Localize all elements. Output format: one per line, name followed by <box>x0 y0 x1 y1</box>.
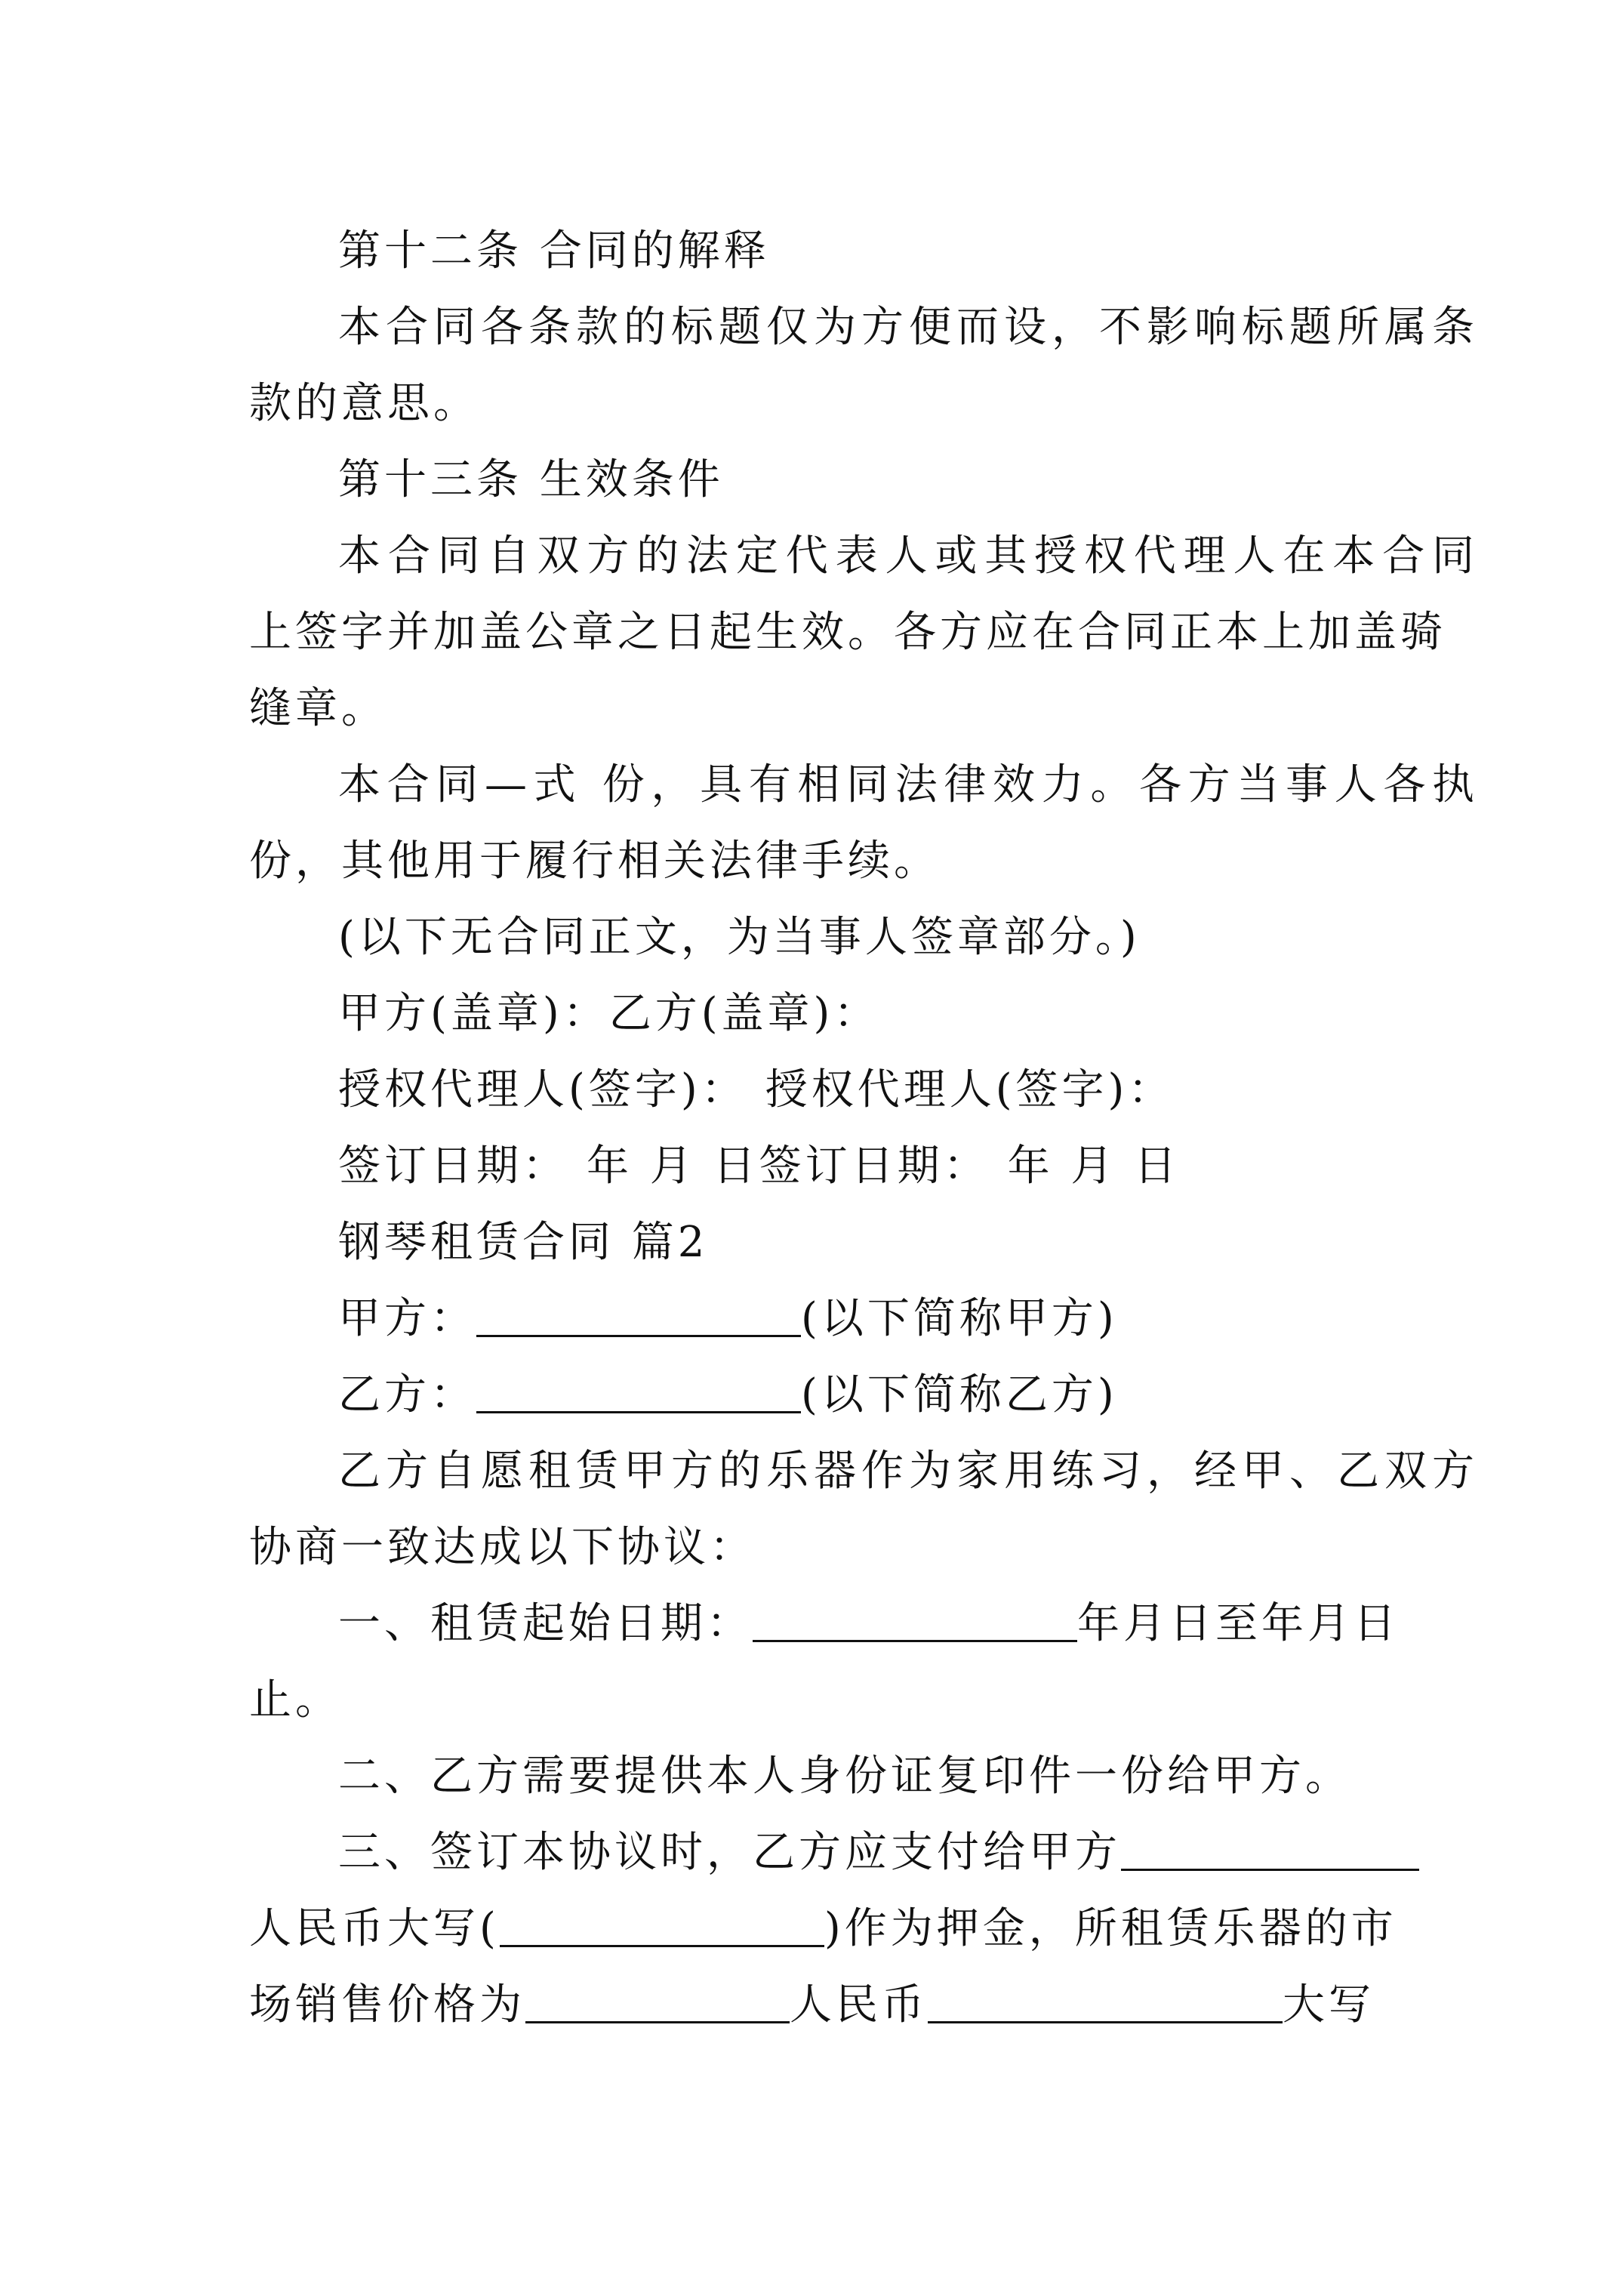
article-13-body-line-2: 上签字并加盖公章之日起生效。各方应在合同正本上加盖骑 <box>249 608 1446 657</box>
item-3-price-label: 场销售价格为 <box>249 1980 525 2029</box>
party-b-suffix: (以下简称乙方) <box>801 1370 1118 1419</box>
item-3-rmb-label: 人民币 <box>790 1980 928 2029</box>
copies-line-2: 份，其他用于履行相关法律手续。 <box>249 837 940 886</box>
item-3-pay-blank <box>1121 1826 1419 1871</box>
party-b-blank <box>476 1369 801 1413</box>
item-3-rmb-blank <box>928 1979 1283 2023</box>
signature-note: (以下无合同正文，为当事人签章部分。) <box>338 913 1141 962</box>
item-3-upper-label: 人民币大写( <box>249 1904 500 1953</box>
article-13-body-line-1: 本合同自双方的法定代表人或其授权代理人在本合同 <box>338 532 1478 581</box>
party-b-line <box>249 1357 1389 1433</box>
item-3-line-1 <box>249 1814 1389 1891</box>
agent-a-label: 授权代理人(签字)： <box>338 1065 747 1114</box>
article-13-body-line-3: 缝章。 <box>249 684 387 733</box>
intro-line-2: 协商一致达成以下协议： <box>249 1523 756 1572</box>
article-12-body-line-1: 本合同各条款的标题仅为方便而设，不影响标题所属条 <box>338 303 1478 352</box>
item-3-line-3 <box>249 1967 1389 2043</box>
copies-line-1: 本合同—式 份，具有相同法律效力。各方当事人各执 <box>338 760 1478 809</box>
date-b-label: 签订日期： <box>759 1142 990 1191</box>
item-2-line: 二、乙方需要提供本人身份证复印件一份给甲方。 <box>338 1752 1351 1801</box>
contract-2-title: 钢琴租赁合同 篇2 <box>338 1218 709 1267</box>
item-3-upper-word: 大写 <box>1283 1980 1375 2029</box>
party-b-label: 乙方： <box>338 1370 476 1419</box>
item-3-price-blank <box>525 1979 790 2023</box>
signature-agent-line <box>249 1052 1389 1128</box>
date-b-ymd: 年 月 日 <box>1007 1142 1181 1191</box>
date-a-label: 签订日期： <box>338 1142 568 1191</box>
article-12-title: 第十二条 合同的解释 <box>338 227 770 276</box>
party-a-blank <box>476 1293 801 1337</box>
item-3-line-2 <box>249 1891 1397 1967</box>
item-1-blank <box>753 1598 1077 1642</box>
item-3-upper-blank <box>500 1903 824 1947</box>
party-a-line <box>249 1281 1389 1357</box>
item-1-prefix: 一、租赁起始日期： <box>338 1599 753 1648</box>
item-1-line <box>249 1586 1400 1662</box>
signature-date-line <box>249 1128 1389 1204</box>
party-a-suffix: (以下简称甲方) <box>801 1294 1118 1343</box>
intro-line-1: 乙方自愿租赁甲方的乐器作为家用练习，经甲、乙双方 <box>338 1447 1478 1496</box>
document-body <box>249 213 1478 2043</box>
item-1-suffix: 年月日至年月日 <box>1077 1599 1400 1648</box>
item-3-deposit-text: )作为押金，所租赁乐器的市 <box>824 1904 1397 1953</box>
signature-seal-line: 甲方(盖章)：乙方(盖章)： <box>338 989 880 1038</box>
party-a-label: 甲方： <box>338 1294 476 1343</box>
article-12-body-line-2: 款的意思。 <box>249 379 479 428</box>
date-a-ymd: 年 月 日 <box>587 1142 759 1191</box>
item-3-prefix: 三、签订本协议时，乙方应支付给甲方 <box>338 1828 1121 1877</box>
agent-b-label: 授权代理人(签字)： <box>765 1065 1175 1114</box>
item-1-end: 止。 <box>249 1675 341 1724</box>
article-13-title: 第十三条 生效条件 <box>338 455 724 504</box>
